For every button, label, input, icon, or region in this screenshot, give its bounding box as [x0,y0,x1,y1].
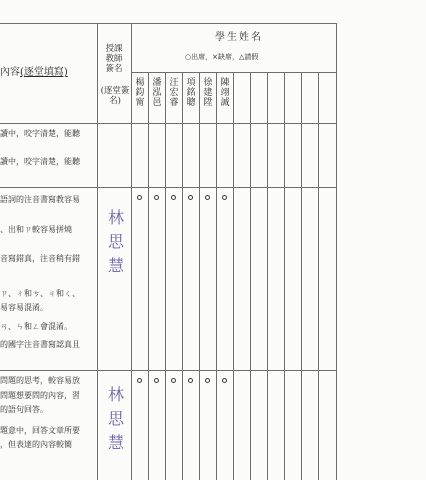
row3-line-1: 問題的思考，較容易放 [0,376,80,385]
row3-teacher-signature: 林 思 慧 [107,385,124,452]
row2-teacher-signature: 林 思 慧 [107,208,124,275]
row3-line-4: 題意中，回答文章所要 [0,426,80,435]
attendance-present-mark [222,378,227,383]
row2-line-1: 語詞的注音書寫教容易 [0,195,80,204]
attendance-legend: ○出席，×缺席，△請假 [185,53,259,61]
row2-line-6: ㄢ、ㄣ和ㄥ會混淆。 [0,322,72,331]
row2-line-4: ㄗ、ㄔ和ㄘ、ㄐ和ㄑ、 [0,289,80,298]
rule-student-col-2 [148,72,149,480]
rule-table-right [336,23,337,480]
attendance-present-mark [188,195,193,200]
rule-student-col-12 [318,72,319,480]
attendance-present-mark [171,195,176,200]
rule-student-col-8 [250,72,251,480]
attendance-present-mark [171,378,176,383]
rule-student-col-6 [216,72,217,480]
teacher-signature-note: (逐堂簽名) [100,86,130,106]
row3-line-2: 問題想要問的內容，習 [0,391,80,400]
student-name-6: 陳 翊 誠 [220,78,230,108]
student-name-3: 汪 宏 睿 [169,78,179,108]
rule-student-col-11 [301,72,302,480]
row3-line-5: ，但表達的內容較簡 [0,440,72,449]
attendance-present-mark [222,195,227,200]
rule-row2-bottom [0,370,337,371]
attendance-present-mark [154,378,159,383]
rule-student-col-5 [199,72,200,480]
attendance-present-mark [205,195,210,200]
rule-students-under-title [131,72,337,73]
rule-student-col-3 [165,72,166,480]
rule-student-col-7 [233,72,234,480]
students-title: 學生姓名 [215,32,263,43]
rule-student-col-9 [267,72,268,480]
attendance-present-mark [137,195,142,200]
attendance-present-mark [154,195,159,200]
rule-row1-bottom [0,187,337,188]
row2-line-3: 音寫錯真，注音稍有錯 [0,254,80,263]
attendance-present-mark [188,378,193,383]
row1-line-1: 讀中，咬字清楚，能聽 [0,129,80,138]
row2-line-7: 的國字注音書寫認真且 [0,340,80,349]
rule-header-bottom [0,123,337,124]
content-label: 內容 [0,67,20,78]
rule-content-right [97,23,98,480]
teacher-signature-label: 授課教師簽名 [105,44,123,74]
row1-line-2: 讀中，咬字清楚，能聽 [0,157,80,166]
row2-line-5: 易容易混淆。 [0,303,48,312]
rule-top [0,23,337,24]
row2-line-2: 、出和ㄗ較容易拼燒 [0,225,72,234]
student-name-1: 楊 鈞 甯 [135,78,145,108]
rule-student-col-10 [284,72,285,480]
attendance-present-mark [205,378,210,383]
content-note: (逐堂填寫) [20,67,68,78]
content-header [0,68,68,78]
row3-line-3: 的語句回答。 [0,405,48,414]
student-name-2: 潘 泓 邑 [152,78,162,108]
student-name-4: 項 銘 聰 [186,78,196,108]
rule-student-col-4 [182,72,183,480]
student-name-5: 徐 建 陞 [203,78,213,108]
attendance-present-mark [137,378,142,383]
